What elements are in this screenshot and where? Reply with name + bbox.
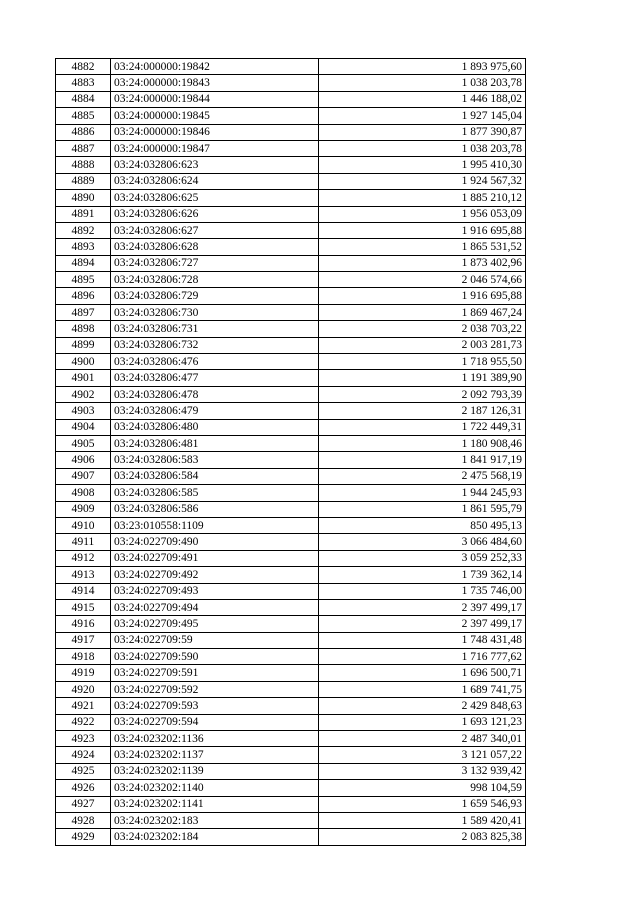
table-row (56, 272, 526, 288)
cadastral-number-cell: 03:24:032806:728 (111, 272, 319, 288)
row-number-cell: 4894 (56, 255, 111, 271)
row-number-cell: 4900 (56, 354, 111, 370)
row-number-cell: 4902 (56, 386, 111, 402)
row-number-cell: 4928 (56, 812, 111, 828)
cadastral-number-cell: 03:24:023202:1136 (111, 731, 319, 747)
cadastral-number-cell: 03:24:032806:583 (111, 452, 319, 468)
cadastral-number-cell: 03:24:032806:626 (111, 206, 319, 222)
table-row (56, 665, 526, 681)
table-row (56, 501, 526, 517)
row-number-cell: 4905 (56, 435, 111, 451)
row-number-cell: 4917 (56, 632, 111, 648)
row-number-cell: 4914 (56, 583, 111, 599)
cadastral-number-cell: 03:24:032806:628 (111, 239, 319, 255)
table-row (56, 75, 526, 91)
value-cell: 2 397 499,17 (319, 616, 526, 632)
table-row (56, 763, 526, 779)
row-number-cell: 4887 (56, 140, 111, 156)
row-number-cell: 4929 (56, 829, 111, 845)
table-row (56, 173, 526, 189)
value-cell: 2 475 568,19 (319, 468, 526, 484)
value-cell: 2 092 793,39 (319, 386, 526, 402)
value-cell: 1 589 420,41 (319, 812, 526, 828)
value-cell: 1 748 431,48 (319, 632, 526, 648)
table-row (56, 140, 526, 156)
table-row (56, 681, 526, 697)
table-row (56, 354, 526, 370)
value-cell: 3 059 252,33 (319, 550, 526, 566)
cadastral-number-cell: 03:24:022709:590 (111, 649, 319, 665)
table-row (56, 419, 526, 435)
cadastral-number-cell: 03:24:032806:727 (111, 255, 319, 271)
cadastral-number-cell: 03:24:032806:586 (111, 501, 319, 517)
table-row (56, 190, 526, 206)
row-number-cell: 4898 (56, 321, 111, 337)
row-number-cell: 4893 (56, 239, 111, 255)
row-number-cell: 4907 (56, 468, 111, 484)
cadastral-number-cell: 03:24:022709:594 (111, 714, 319, 730)
cadastral-number-cell: 03:24:023202:1140 (111, 780, 319, 796)
value-cell: 2 038 703,22 (319, 321, 526, 337)
table-row (56, 599, 526, 615)
value-cell: 1 944 245,93 (319, 485, 526, 501)
value-cell: 1 180 908,46 (319, 435, 526, 451)
value-cell: 1 841 917,19 (319, 452, 526, 468)
table-row (56, 829, 526, 845)
value-cell: 1 927 145,04 (319, 108, 526, 124)
table-row (56, 616, 526, 632)
row-number-cell: 4926 (56, 780, 111, 796)
cadastral-number-cell: 03:24:032806:731 (111, 321, 319, 337)
value-cell: 1 716 777,62 (319, 649, 526, 665)
table-row (56, 403, 526, 419)
cadastral-number-cell: 03:24:032806:477 (111, 370, 319, 386)
value-cell: 2 046 574,66 (319, 272, 526, 288)
table-row (56, 206, 526, 222)
table-row (56, 435, 526, 451)
value-cell: 2 487 340,01 (319, 731, 526, 747)
cadastral-number-cell: 03:24:022709:493 (111, 583, 319, 599)
value-cell: 3 121 057,22 (319, 747, 526, 763)
value-cell: 2 187 126,31 (319, 403, 526, 419)
cadastral-number-cell: 03:24:032806:481 (111, 435, 319, 451)
row-number-cell: 4925 (56, 763, 111, 779)
value-cell: 1 995 410,30 (319, 157, 526, 173)
value-cell: 2 083 825,38 (319, 829, 526, 845)
cadastral-number-cell: 03:24:032806:729 (111, 288, 319, 304)
row-number-cell: 4909 (56, 501, 111, 517)
table-row (56, 550, 526, 566)
cadastral-number-cell: 03:24:022709:59 (111, 632, 319, 648)
cadastral-number-cell: 03:24:000000:19845 (111, 108, 319, 124)
value-cell: 1 865 531,52 (319, 239, 526, 255)
cadastral-number-cell: 03:24:000000:19847 (111, 140, 319, 156)
cadastral-number-cell: 03:24:032806:623 (111, 157, 319, 173)
value-cell: 1 735 746,00 (319, 583, 526, 599)
cadastral-number-cell: 03:24:032806:585 (111, 485, 319, 501)
table-row (56, 747, 526, 763)
table-row (56, 239, 526, 255)
value-cell: 1 956 053,09 (319, 206, 526, 222)
cadastral-number-cell: 03:24:022709:591 (111, 665, 319, 681)
row-number-cell: 4901 (56, 370, 111, 386)
row-number-cell: 4910 (56, 517, 111, 533)
row-number-cell: 4911 (56, 534, 111, 550)
table-row (56, 517, 526, 533)
cadastral-number-cell: 03:24:000000:19842 (111, 59, 319, 75)
cadastral-number-cell: 03:24:032806:476 (111, 354, 319, 370)
table-row (56, 157, 526, 173)
value-cell: 1 924 567,32 (319, 173, 526, 189)
cadastral-number-cell: 03:24:032806:625 (111, 190, 319, 206)
value-cell: 1 885 210,12 (319, 190, 526, 206)
row-number-cell: 4916 (56, 616, 111, 632)
table-row (56, 59, 526, 75)
value-cell: 1 718 955,50 (319, 354, 526, 370)
row-number-cell: 4906 (56, 452, 111, 468)
row-number-cell: 4903 (56, 403, 111, 419)
table-row (56, 124, 526, 140)
table-row (56, 583, 526, 599)
row-number-cell: 4904 (56, 419, 111, 435)
cadastral-number-cell: 03:24:032806:732 (111, 337, 319, 353)
table-row (56, 632, 526, 648)
table-row (56, 796, 526, 812)
table-row (56, 91, 526, 107)
cadastral-number-cell: 03:24:032806:627 (111, 222, 319, 238)
row-number-cell: 4915 (56, 599, 111, 615)
row-number-cell: 4908 (56, 485, 111, 501)
table-row (56, 649, 526, 665)
row-number-cell: 4895 (56, 272, 111, 288)
value-cell: 2 397 499,17 (319, 599, 526, 615)
row-number-cell: 4883 (56, 75, 111, 91)
cadastral-number-cell: 03:24:022709:495 (111, 616, 319, 632)
value-cell: 1 869 467,24 (319, 304, 526, 320)
table-row (56, 534, 526, 550)
value-cell: 998 104,59 (319, 780, 526, 796)
row-number-cell: 4923 (56, 731, 111, 747)
row-number-cell: 4919 (56, 665, 111, 681)
cadastral-number-cell: 03:24:023202:184 (111, 829, 319, 845)
cadastral-number-cell: 03:24:022709:592 (111, 681, 319, 697)
row-number-cell: 4927 (56, 796, 111, 812)
value-cell: 1 916 695,88 (319, 288, 526, 304)
cadastral-number-cell: 03:24:032806:730 (111, 304, 319, 320)
row-number-cell: 4890 (56, 190, 111, 206)
row-number-cell: 4912 (56, 550, 111, 566)
table-row (56, 812, 526, 828)
table-row (56, 321, 526, 337)
value-cell: 1 191 389,90 (319, 370, 526, 386)
value-cell: 1 916 695,88 (319, 222, 526, 238)
table-row (56, 468, 526, 484)
value-cell: 1 038 203,78 (319, 75, 526, 91)
row-number-cell: 4888 (56, 157, 111, 173)
value-cell: 1 696 500,71 (319, 665, 526, 681)
value-cell: 2 429 848,63 (319, 698, 526, 714)
row-number-cell: 4921 (56, 698, 111, 714)
row-number-cell: 4913 (56, 567, 111, 583)
cadastral-number-cell: 03:24:032806:480 (111, 419, 319, 435)
cadastral-number-cell: 03:24:022709:491 (111, 550, 319, 566)
row-number-cell: 4885 (56, 108, 111, 124)
table-row (56, 485, 526, 501)
table-row (56, 386, 526, 402)
table-row (56, 304, 526, 320)
value-cell: 3 066 484,60 (319, 534, 526, 550)
table-body (56, 59, 526, 846)
value-cell: 1 689 741,75 (319, 681, 526, 697)
value-cell: 3 132 939,42 (319, 763, 526, 779)
row-number-cell: 4884 (56, 91, 111, 107)
table-row (56, 698, 526, 714)
value-cell: 1 038 203,78 (319, 140, 526, 156)
table-row (56, 222, 526, 238)
cadastral-number-cell: 03:24:022709:593 (111, 698, 319, 714)
value-cell: 1 446 188,02 (319, 91, 526, 107)
row-number-cell: 4899 (56, 337, 111, 353)
value-cell: 1 873 402,96 (319, 255, 526, 271)
value-cell: 1 861 595,79 (319, 501, 526, 517)
row-number-cell: 4924 (56, 747, 111, 763)
cadastral-number-cell: 03:24:000000:19846 (111, 124, 319, 140)
table-row (56, 337, 526, 353)
table-row (56, 255, 526, 271)
cadastral-number-cell: 03:24:000000:19844 (111, 91, 319, 107)
value-cell: 1 893 975,60 (319, 59, 526, 75)
row-number-cell: 4886 (56, 124, 111, 140)
table-row (56, 452, 526, 468)
cadastral-number-cell: 03:24:023202:1141 (111, 796, 319, 812)
value-cell: 1 877 390,87 (319, 124, 526, 140)
cadastral-number-cell: 03:24:000000:19843 (111, 75, 319, 91)
row-number-cell: 4920 (56, 681, 111, 697)
cadastral-number-cell: 03:24:032806:478 (111, 386, 319, 402)
value-cell: 1 722 449,31 (319, 419, 526, 435)
table-row (56, 567, 526, 583)
table-row (56, 731, 526, 747)
row-number-cell: 4891 (56, 206, 111, 222)
row-number-cell: 4918 (56, 649, 111, 665)
cadastral-number-cell: 03:24:032806:584 (111, 468, 319, 484)
row-number-cell: 4896 (56, 288, 111, 304)
cadastral-value-table (55, 58, 526, 846)
cadastral-number-cell: 03:24:023202:1137 (111, 747, 319, 763)
value-cell: 2 003 281,73 (319, 337, 526, 353)
table-row (56, 780, 526, 796)
row-number-cell: 4892 (56, 222, 111, 238)
cadastral-number-cell: 03:24:022709:490 (111, 534, 319, 550)
value-cell: 1 739 362,14 (319, 567, 526, 583)
value-cell: 1 693 121,23 (319, 714, 526, 730)
row-number-cell: 4882 (56, 59, 111, 75)
cadastral-number-cell: 03:24:032806:624 (111, 173, 319, 189)
row-number-cell: 4922 (56, 714, 111, 730)
cadastral-number-cell: 03:24:022709:494 (111, 599, 319, 615)
cadastral-number-cell: 03:24:032806:479 (111, 403, 319, 419)
cadastral-number-cell: 03:23:010558:1109 (111, 517, 319, 533)
table-row (56, 288, 526, 304)
cadastral-number-cell: 03:24:023202:183 (111, 812, 319, 828)
row-number-cell: 4897 (56, 304, 111, 320)
table-row (56, 108, 526, 124)
value-cell: 1 659 546,93 (319, 796, 526, 812)
row-number-cell: 4889 (56, 173, 111, 189)
table-row (56, 370, 526, 386)
cadastral-number-cell: 03:24:023202:1139 (111, 763, 319, 779)
cadastral-number-cell: 03:24:022709:492 (111, 567, 319, 583)
value-cell: 850 495,13 (319, 517, 526, 533)
table-row (56, 714, 526, 730)
